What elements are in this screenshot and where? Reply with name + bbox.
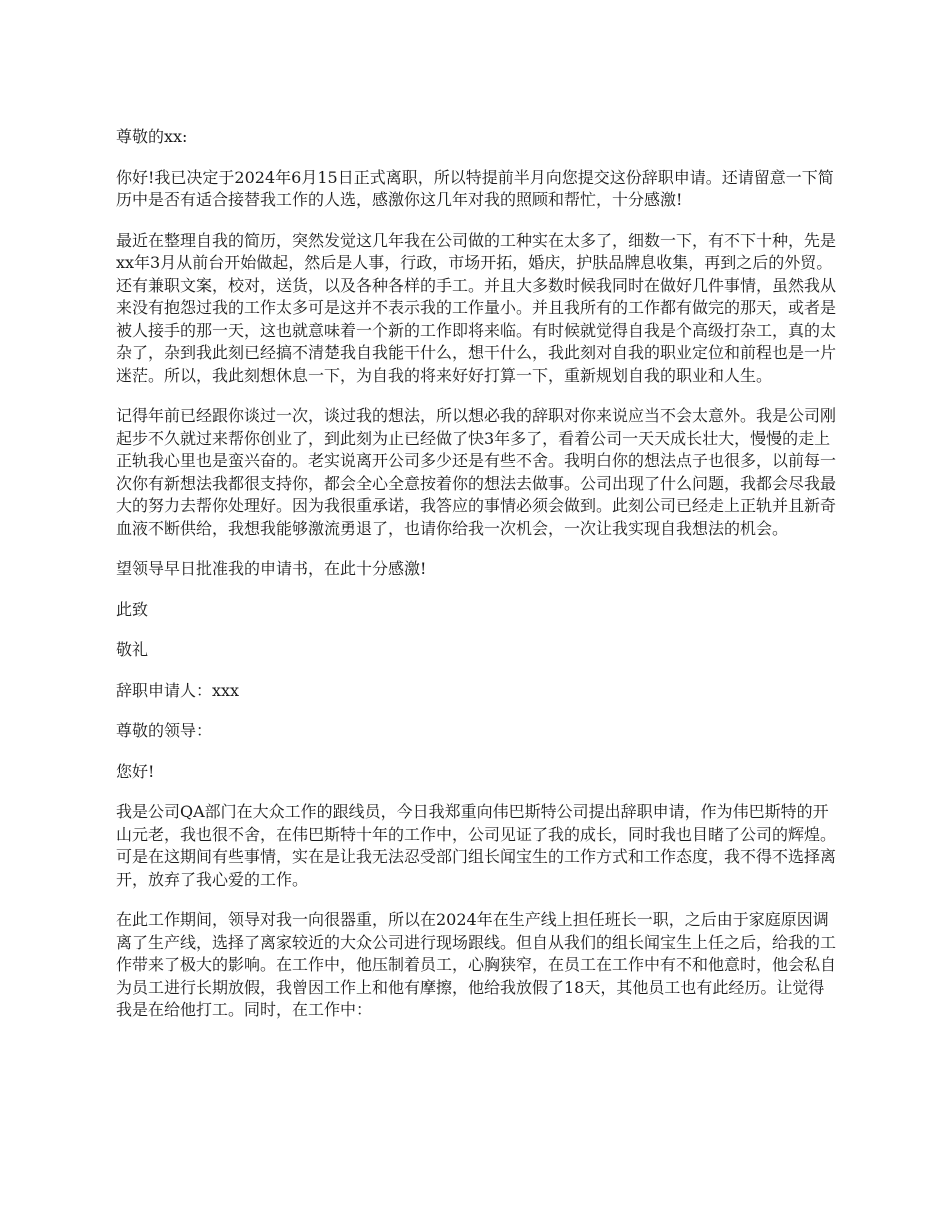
- closing-cizhi: 此致: [116, 599, 149, 619]
- paragraph-reason-2: 记得年前已经跟你谈过一次，谈过我的想法，所以想必我的辞职对你来说应当不会太意外。我是公司刚起步不久就过来帮你创业了，到此刻为止已经做了快3年多了，看着公司一天天成长壮大，慢慢的走上正轨我心里也是蛮兴奋的。老实说离开公司多少还是有些不舍。我明白你的想法点子也很多，以前每一次你有新想法我都很支持你，都会全心全意按着你的想法去做事。公司出现了什么问题，我都会尽我最大的努力去帮你处理好。因为我很重承诺，我答应的事情必须会做到。此刻公司已经走上正轨并且新奇血液不断供给，我想我能够激流勇退了，也请你给我一次机会，一次让我实现自我想法的机会。: [116, 406, 837, 538]
- paragraph-details-2: 在此工作期间，领导对我一向很器重，所以在2024年在生产线上担任班长一职，之后由于家庭原因调离了生产线，选择了离家较近的大众公司进行现场跟线。但自从我们的组长闻宝生上任之后，给我的工作带来了极大的影响。在工作中，他压制着员工，心胸狭窄，在员工在工作中有不和他意时，他会私自为员工进行长期放假，我曾因工作上和他有摩擦，他给我放假了18天，其他员工也有此经历。让觉得我是在给他打工。同时，在工作中：: [116, 910, 837, 1019]
- paragraph-reason-1: 最近在整理自我的简历，突然发觉这几年我在公司做的工种实在太多了，细数一下，有不下十种，先是xx年3月从前台开始做起，然后是人事，行政，市场开拓，婚庆，护肤品牌息收集，再到之后的外贸。还有兼职文案，校对，送货，以及各种各样的手工。并且大多数时候我同时在做好几件事情，虽然我从来没有抱怨过我的工作太多可是这并不表示我的工作量小。并且我所有的工作都有做完的那天，或者是被人接手的那一天，这也就意味着一个新的工作即将来临。有时候就觉得自我是个高级打杂工，真的太杂了，杂到我此刻已经搞不清楚我自我能干什么，想干什么，我此刻对自我的职业定位和前程也是一片迷茫。所以，我此刻想休息一下，为自我的将来好好打算一下，重新规划自我的职业和人生。: [116, 230, 837, 385]
- signature-applicant: 辞职申请人：xxx: [116, 680, 240, 700]
- paragraph-request-1: 望领导早日批准我的申请书，在此十分感激!: [116, 559, 427, 578]
- paragraph-greeting-1: 你好!我已决定于2024年6月15日正式离职，所以特提前半月向您提交这份辞职申请。还请留意一下简历中是否有适合接替我工作的人选，感激你这几年对我的照顾和帮忙，十分感激!: [116, 167, 834, 209]
- salutation-1: 尊敬的xx:: [116, 127, 188, 146]
- paragraph-intro-2: 我是公司QA部门在大众工作的跟线员，今日我郑重向伟巴斯特公司提出辞职申请，作为伟巴斯特的开山元老，我也很不舍，在伟巴斯特十年的工作中，公司见证了我的成长，同时我也目睹了公司的辉煌。可是在这期间有些事情，实在是让我无法忍受部门组长闻宝生的工作方式和工作态度，我不得不选择离开，放弃了我心爱的工作。: [116, 802, 837, 889]
- greeting-2: 您好!: [116, 761, 155, 781]
- document-body: [116, 126, 840, 1040]
- closing-jingli: 敬礼: [116, 640, 149, 659]
- salutation-2: 尊敬的领导：: [116, 721, 213, 740]
